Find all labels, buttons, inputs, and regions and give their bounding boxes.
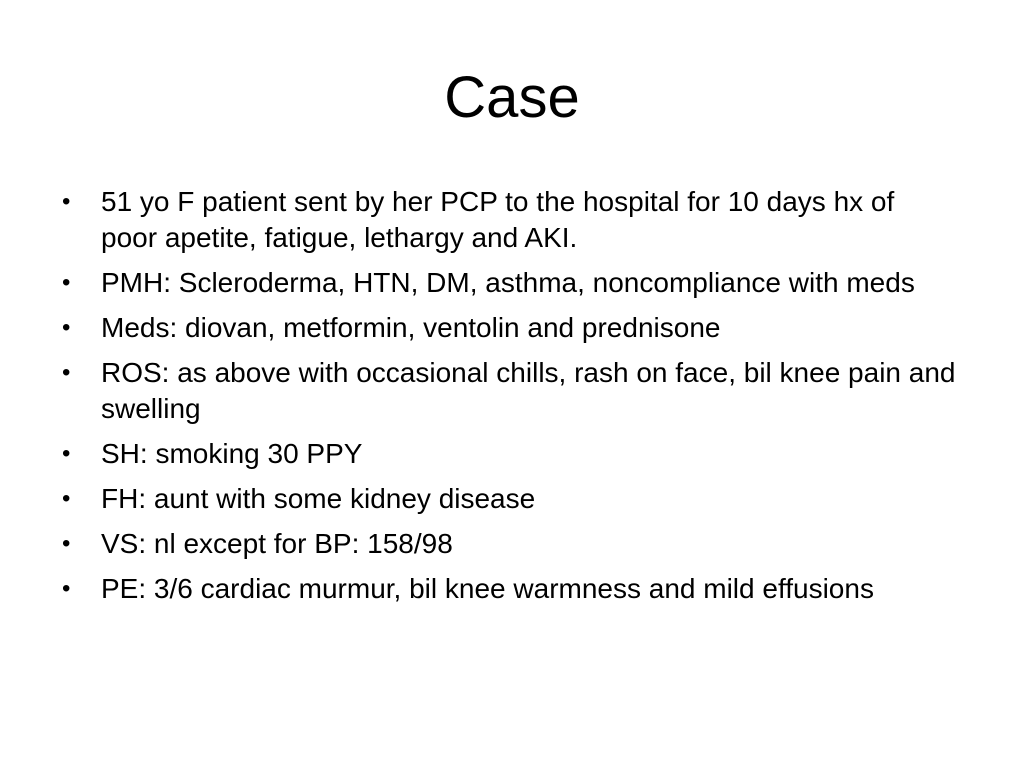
bullet-text: ROS: as above with occasional chills, rash on face, bil knee pain and swelling	[101, 357, 956, 424]
slide-title: Case	[444, 65, 580, 130]
bullet-text: Meds: diovan, metformin, ventolin and prednisone	[101, 312, 721, 343]
bullet-icon: •	[62, 359, 71, 386]
bullet-text: 51 yo F patient sent by her PCP to the hospital for 10 days hx of poor apetite, fatigue, lethargy and AKI.	[101, 186, 895, 253]
bullet-item-sh	[56, 436, 956, 472]
bullet-icon: •	[62, 530, 71, 557]
bullet-icon: •	[62, 485, 71, 512]
bullet-text: VS: nl except for BP: 158/98	[101, 528, 453, 559]
bullet-icon: •	[62, 575, 71, 602]
bullet-item-hpi	[56, 184, 956, 256]
bullet-text: SH: smoking 30 PPY	[101, 438, 363, 469]
bullet-item-fh	[56, 481, 956, 517]
bullet-list	[56, 184, 956, 616]
bullet-text: FH: aunt with some kidney disease	[101, 483, 536, 514]
bullet-item-pmh	[56, 265, 956, 301]
bullet-item-vs	[56, 526, 956, 562]
bullet-item-pe	[56, 571, 956, 607]
bullet-item-ros	[56, 355, 956, 427]
bullet-icon: •	[62, 440, 71, 467]
bullet-item-meds	[56, 310, 956, 346]
bullet-icon: •	[62, 188, 71, 215]
bullet-text: PE: 3/6 cardiac murmur, bil knee warmness and mild effusions	[101, 573, 874, 604]
bullet-icon: •	[62, 314, 71, 341]
bullet-icon: •	[62, 269, 71, 296]
bullet-text: PMH: Scleroderma, HTN, DM, asthma, noncompliance with meds	[101, 267, 915, 298]
